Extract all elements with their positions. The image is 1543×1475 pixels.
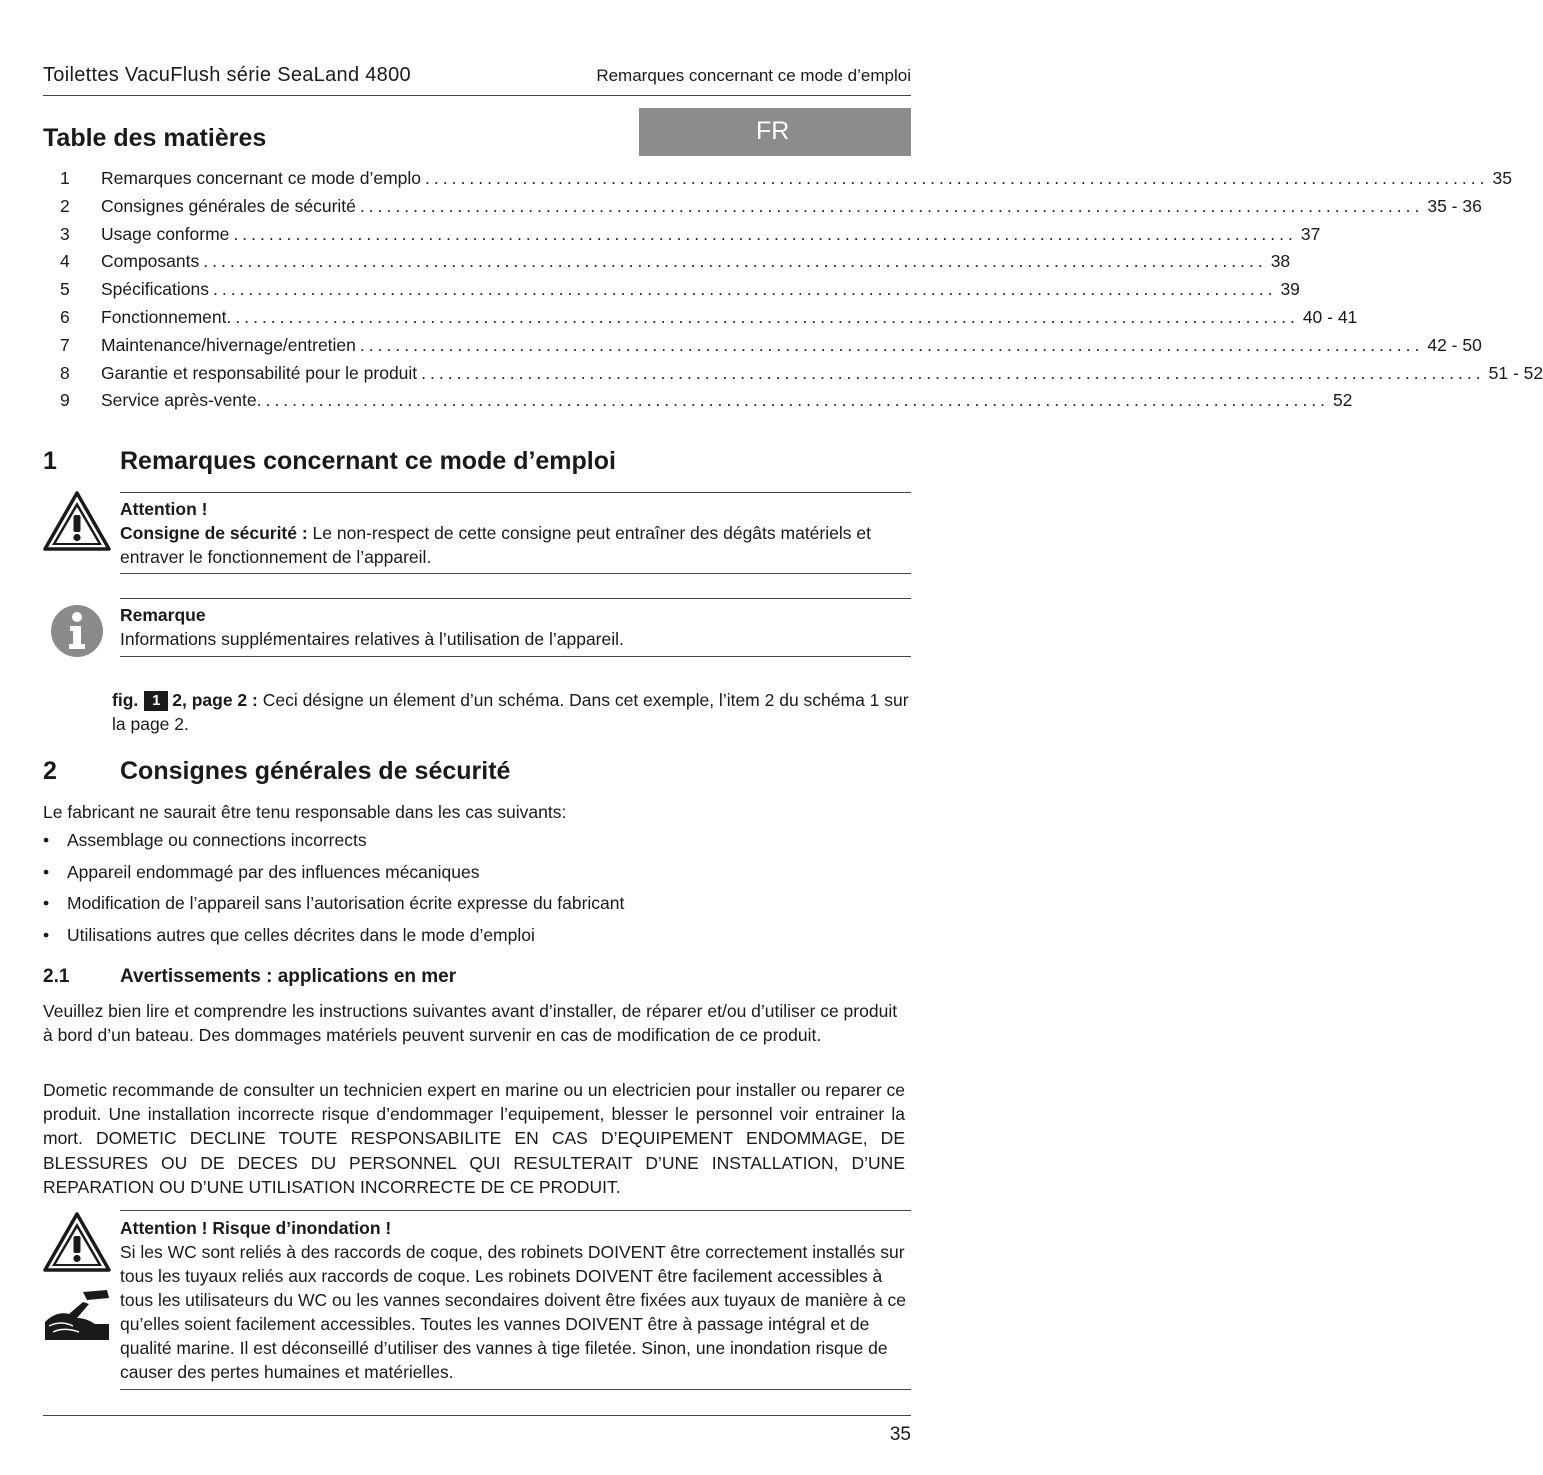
- info-icon: [49, 603, 105, 659]
- list-item: • Appareil endommagé par des influences mécaniques: [43, 862, 624, 894]
- toc-entry[interactable]: [60, 251, 1291, 279]
- toc-entry-number: 6: [60, 306, 70, 327]
- section-number: 1: [43, 447, 57, 475]
- toc-leader: ........................................................................................................................: [265, 390, 1329, 411]
- toc-leader: ........................................................................................................................: [233, 223, 1297, 244]
- toc-entry-number: 1: [60, 168, 70, 188]
- toc-entry-page: 51 - 52: [1488, 362, 1543, 383]
- fig-ref-text: Ceci désigne un élement d’un schéma. Dans cet exemple, l’item 2 du schéma 1 sur la page 2.: [112, 690, 909, 734]
- running-section-title: Remarques concernant ce mode d’emploi: [596, 66, 911, 85]
- toc-entry-number: 7: [60, 334, 70, 355]
- subsection-number: 2.1: [43, 966, 70, 987]
- fig-ref-lead: 2, page 2 :: [172, 690, 258, 710]
- subsection-2-1-heading: [43, 966, 456, 988]
- fig-label: fig.: [112, 690, 139, 710]
- toc-entry-label: Consignes générales de sécurité: [101, 195, 356, 216]
- marine-warning-paragraph-1: Veuillez bien lire et comprendre les instructions suivantes avant d’installer, de réparer et/ou d’utiliser ce produit à bord d’un bateau. Des dommages matériels peuvent survenir en cas de modification de ce produit.: [43, 1001, 898, 1046]
- toc-entry-page: 37: [1300, 223, 1321, 244]
- toc-entry[interactable]: [60, 279, 1300, 307]
- footer-rule: [43, 1415, 911, 1416]
- list-item: • Assemblage ou connections incorrects: [43, 830, 624, 862]
- header-rule: [43, 95, 911, 96]
- hand-valve-icon: [43, 1288, 111, 1342]
- toc-entry-page: 39: [1280, 279, 1300, 300]
- list-item: • Modification de l’appareil sans l’autorisation écrite expresse du fabricant: [43, 893, 624, 925]
- toc-entry-number: 9: [60, 390, 70, 411]
- toc-entry-label: Fonctionnement.: [101, 306, 232, 327]
- figure-number-badge: 1: [144, 691, 168, 711]
- flood-risk-title: Attention ! Risque d’inondation !: [120, 1218, 392, 1238]
- toc-entry[interactable]: [60, 306, 1358, 335]
- toc-title: Table des matières: [43, 124, 267, 152]
- toc-entry-page: 35: [1492, 168, 1512, 188]
- toc-entry-number: 5: [60, 279, 70, 300]
- remark-notice: [120, 598, 911, 657]
- language-badge: [639, 108, 911, 156]
- attention-title: Attention !: [120, 499, 208, 519]
- toc-entry[interactable]: [60, 390, 1353, 418]
- toc-leader: ........................................................................................................................: [359, 195, 1424, 216]
- toc-entry-label: Remarques concernant ce mode d’emplo: [101, 168, 422, 188]
- list-item-text: Appareil endommagé par des influences mécaniques: [67, 861, 480, 882]
- language-badge-label: FR: [756, 117, 790, 145]
- flood-risk-notice: [120, 1210, 911, 1390]
- section-title: Consignes générales de sécurité: [120, 757, 511, 785]
- toc-entry-label: Usage conforme: [101, 223, 230, 244]
- toc-leader: ........................................................................................................................: [425, 168, 1489, 188]
- toc-leader: ........................................................................................................................: [359, 334, 1424, 355]
- toc-entry-label: Spécifications: [101, 279, 209, 300]
- toc-entry[interactable]: [60, 195, 1482, 224]
- toc-entry-page: 35 - 36: [1427, 195, 1482, 216]
- warning-triangle-icon: [43, 1212, 111, 1272]
- toc-entry-number: 8: [60, 362, 70, 383]
- flood-risk-text: Si les WC sont reliés à des raccords de coque, des robinets DOIVENT être correctement installés sur tous les tuyaux reliés aux raccords de coque. Les robinets DOIVENT être facilement accessibles à tous les utilisateurs du WC ou les vannes secondaires doivent être fixées aux tuyaux de manière à ce qu’elles soient facilement accessibles. Toutes les vannes DOIVENT être à passage intégral et de qualité marine. Il est déconseillé d’utiliser des vannes à tige filetée. Sinon, une inondation risque de causer des pertes humaines et matérielles.: [120, 1242, 906, 1382]
- toc-entry-number: 2: [60, 195, 70, 216]
- list-item-text: Assemblage ou connections incorrects: [67, 830, 367, 850]
- toc-entry[interactable]: [60, 223, 1321, 252]
- toc-entry-label: Service après-vente.: [101, 390, 262, 411]
- attention-notice: [120, 492, 911, 574]
- toc-entry[interactable]: [60, 362, 1543, 391]
- section-number: 2: [43, 757, 57, 785]
- remark-title: Remarque: [120, 605, 206, 625]
- document-title: Toilettes VacuFlush série SeaLand 4800: [43, 64, 411, 86]
- figure-reference-note: [112, 688, 911, 736]
- toc-leader: ........................................................................................................................: [203, 251, 1267, 272]
- toc-entry-number: 4: [60, 251, 70, 272]
- attention-text: Le non-respect de cette consigne peut entraîner des dégâts matériels et entraver le fonctionnement de l’appareil.: [120, 523, 871, 567]
- toc-entry-page: 52: [1332, 390, 1353, 411]
- list-item-text: Modification de l’appareil sans l’autorisation écrite expresse du fabricant: [67, 893, 625, 913]
- toc-entry[interactable]: [60, 334, 1482, 363]
- toc-leader: ........................................................................................................................: [235, 306, 1299, 327]
- toc-entry-label: Garantie et responsabilité pour le produit: [101, 362, 418, 383]
- section-1-heading: [43, 447, 616, 476]
- attention-lead: Consigne de sécurité :: [120, 523, 308, 543]
- section-2-heading: [43, 757, 510, 786]
- list-item-text: Utilisations autres que celles décrites dans le mode d’emploi: [67, 924, 535, 945]
- remark-text: Informations supplémentaires relatives à l’utilisation de l’appareil.: [120, 629, 624, 649]
- toc-entry-page: 38: [1270, 251, 1291, 272]
- toc-entry-label: Composants: [101, 251, 200, 272]
- subsection-title: Avertissements : applications en mer: [120, 966, 457, 987]
- table-of-contents: [60, 168, 1543, 418]
- toc-entry-page: 40 - 41: [1302, 306, 1358, 327]
- attention-body: [120, 521, 911, 569]
- section-2-intro: Le fabricant ne saurait être tenu responsable dans les cas suivants:: [43, 802, 567, 822]
- marine-warning-paragraph-2: Dometic recommande de consulter un technicien expert en marine ou un electricien pour installer ou reparer ce produit. Une installation incorrecte risque d’endommager l’equipement, blesser le personnel voir entrainer la mort. DOMETIC DECLINE TOUTE RESPONSABILITE EN CAS D’EQUIPEMENT ENDOMMAGE, DE BLESSURES OU DE DECES DU PERSONNEL QUI RESULTERAIT D’UNE INSTALLATION, D’UNE REPARATION OU D’UNE UTILISATION INCORRECTE DE CE PRODUIT.: [43, 1080, 905, 1197]
- toc-leader: ........................................................................................................................: [421, 362, 1485, 383]
- list-item: • Utilisations autres que celles décrites dans le mode d’emploi: [43, 925, 624, 957]
- page-number: 35: [889, 1424, 911, 1445]
- toc-entry-page: 42 - 50: [1427, 334, 1482, 355]
- section-title: Remarques concernant ce mode d’emploi: [120, 447, 616, 475]
- liability-list: [43, 830, 624, 956]
- toc-entry[interactable]: [60, 168, 1512, 196]
- warning-triangle-icon: [43, 491, 111, 551]
- toc-entry-label: Maintenance/hivernage/entretien: [101, 334, 356, 355]
- toc-entry-number: 3: [60, 223, 70, 244]
- toc-leader: ........................................................................................................................: [212, 279, 1277, 300]
